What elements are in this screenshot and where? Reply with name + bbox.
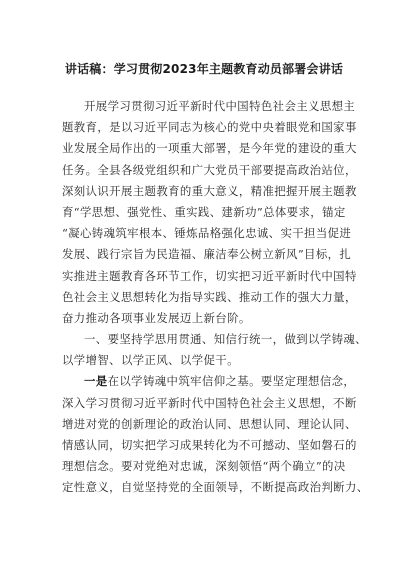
text-line: 情感认同，切实把学习成果转化为不可撼动、坚如磐石的	[62, 438, 357, 452]
text-line: 深入学习贯彻习近平新时代中国特色社会主义思想，不断	[62, 395, 357, 410]
text-line: “凝心铸魂筑牢根本、锤炼品格强化忠诚、实干担当促进	[62, 226, 352, 241]
text-line: 理想信念。要对党绝对忠诚，深刻领悟“两个确立”的决	[62, 459, 346, 474]
text-span: 在以学铸魂中筑牢信仰之基。要坚定理想信念，	[107, 374, 356, 389]
text-line: 奋力推动各项事业发展迈上新台阶。	[62, 310, 251, 325]
section-heading-line: 以学增智、以学正风、以学促干。	[62, 353, 239, 368]
text-line: 题教育，是以习近平同志为核心的党中央着眼党和国家事	[62, 120, 357, 135]
text-line: 育“学思想、强党性、重实践、建新功”总体要求，锚定	[62, 204, 346, 219]
text-line: 开展学习贯彻习近平新时代中国特色社会主义思想主	[84, 99, 356, 113]
text-line: 任务。全县各级党组织和广大党员干部要提高政治站位，	[62, 162, 357, 177]
text-line	[62, 371, 356, 392]
text-line: 定性意义，自觉坚持党的全面领导，不断提高政治判断力、	[62, 480, 369, 495]
text-line: 实推进主题教育各环节工作，切实把习近平新时代中国特	[62, 268, 357, 283]
document-body	[62, 96, 369, 499]
text-line: 发展、践行宗旨为民造福、廉洁奉公树立新风”目标，扎	[62, 247, 352, 262]
section-heading-line: 一、要坚持学思用贯通、知信行统一，做到以学铸魂、	[84, 332, 367, 347]
text-line: 色社会主义思想转化为指导实践、推动工作的强大力量，	[62, 289, 357, 304]
document-title: 讲话稿：学习贯彻2023年主题教育动员部署会讲话	[64, 62, 344, 76]
text-line: 业发展全局作出的一项重大部署，是今年党的建设的重大	[62, 141, 357, 156]
text-line: 增进对党的创新理论的政治认同、思想认同、理论认同、	[62, 416, 357, 431]
text-line: 深刻认识开展主题教育的重大意义，精准把握开展主题教	[62, 183, 357, 198]
point-lead: 一是	[84, 374, 108, 389]
